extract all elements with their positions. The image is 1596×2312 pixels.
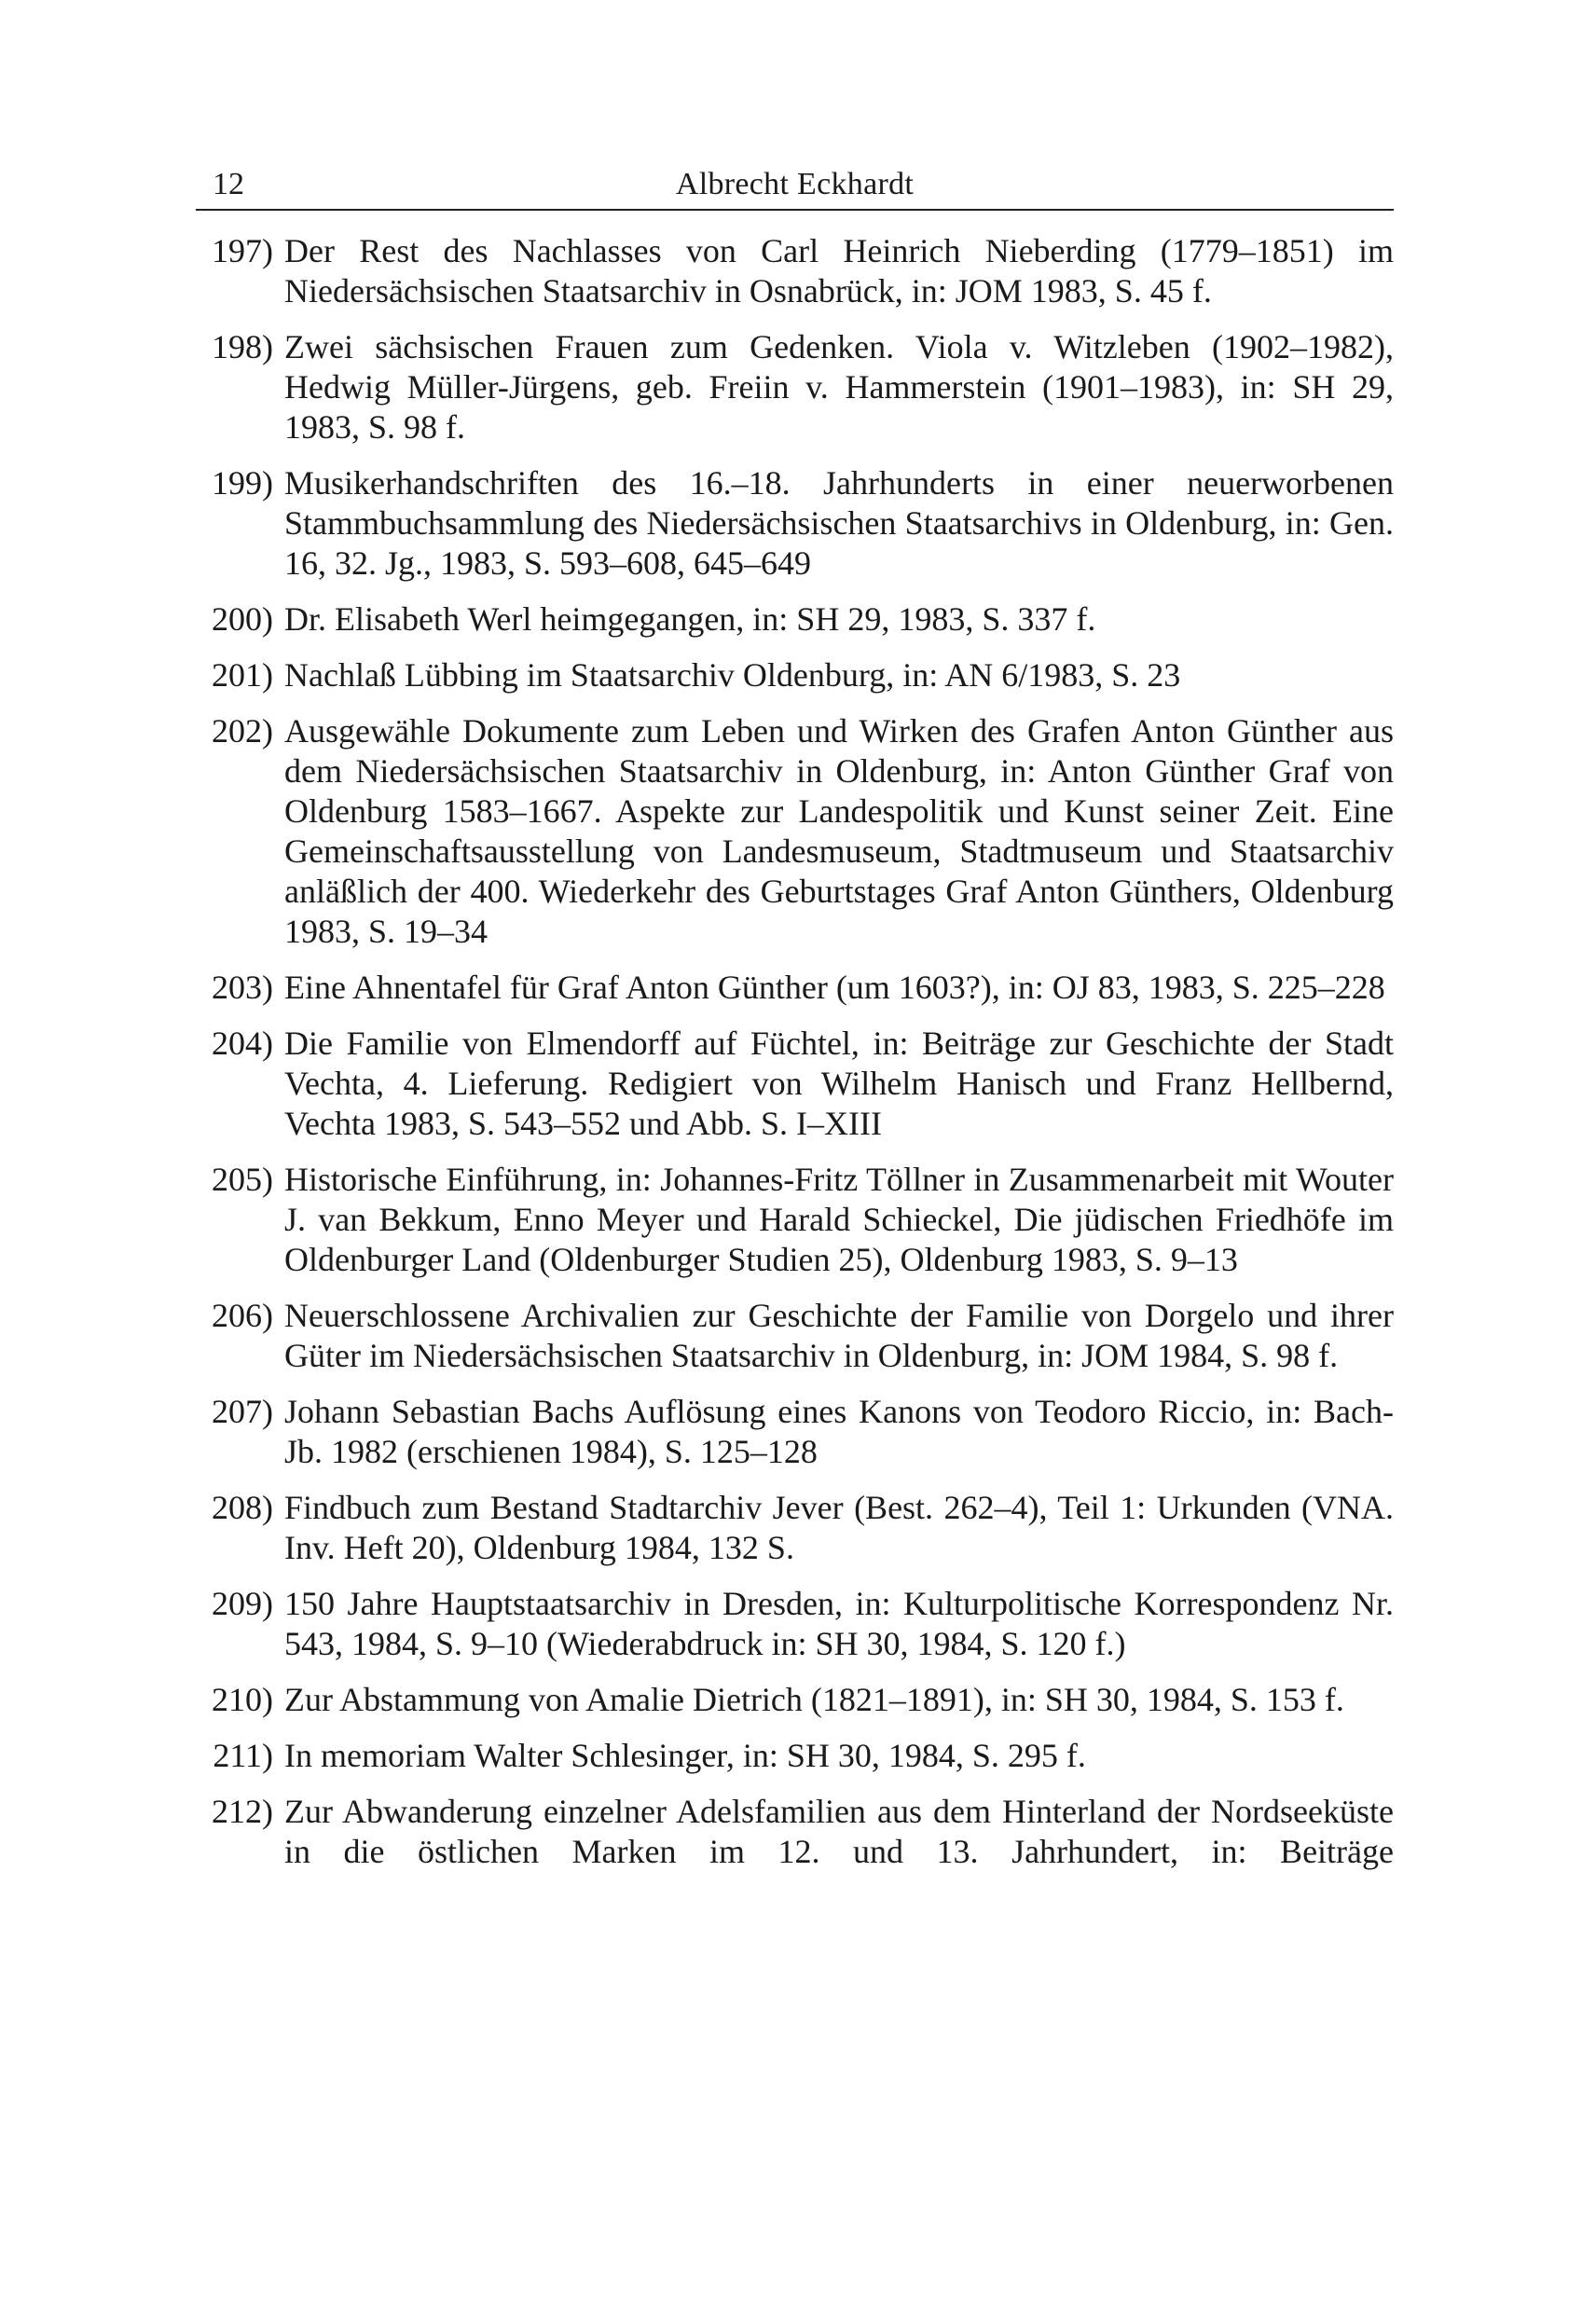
document-page [196,160,1394,1888]
list-item [196,463,1394,584]
entry-number: 208) [212,1489,273,1526]
entry-number: 212) [212,1793,273,1830]
list-item [196,968,1394,1008]
entry-text: Zwei sächsischen Frauen zum Gedenken. Viola v. Witzleben (1902–1982), Hedwig Müller-Jürgens, geb. Freiin v. Hammerstein (1901–1983), in: SH 29, 1983, S. 98 f. [284,328,1394,446]
entry-number: 200) [212,600,273,638]
entry-text: Ausgewähle Dokumente zum Leben und Wirken des Grafen Anton Günther aus dem Niedersächsischen Staatsarchiv in Oldenburg, in: Anton Günther Graf von Oldenburg 1583–1667. Aspekte zur Landespolitik und Kunst seiner Zeit. Eine Gemeinschaftsausstellung von Landesmuseum, Stadtmuseum und Staatsarchiv anläßlich der 400. Wiederkehr des Geburtstages Graf Anton Günthers, Oldenburg 1983, S. 19–34 [284,712,1394,950]
list-item [196,1736,1394,1776]
entry-number: 203) [212,969,273,1006]
list-item [196,1024,1394,1144]
entry-number: 207) [212,1393,273,1430]
entry-number: 210) [212,1681,273,1718]
bibliography-list [196,231,1394,1872]
entry-text: Historische Einführung, in: Johannes-Fritz Töllner in Zusammenarbeit mit Wouter J. van Bekkum, Enno Meyer und Harald Schieckel, Die jüdischen Friedhöfe im Oldenburger Land (Oldenburger Studien 25), Oldenburg 1983, S. 9–13 [284,1161,1394,1278]
list-item [196,1584,1394,1664]
page-header [196,160,1394,211]
entry-text: Die Familie von Elmendorff auf Füchtel, in: Beiträge zur Geschichte der Stadt Vechta, 4. Lieferung. Redigiert von Wilhelm Hanisch und Franz Hellbernd, Vechta 1983, S. 543–552 und Abb. S. I–XIII [284,1025,1394,1142]
list-item [196,1488,1394,1568]
entry-text: Dr. Elisabeth Werl heimgegangen, in: SH 29, 1983, S. 337 f. [284,600,1096,638]
entry-number: 205) [212,1161,273,1198]
entry-text: 150 Jahre Hauptstaatsarchiv in Dresden, in: Kulturpolitische Korrespondenz Nr. 543, 1984, S. 9–10 (Wiederabdruck in: SH 30, 1984, S. 120 f.) [284,1585,1394,1662]
entry-text: Musikerhandschriften des 16.–18. Jahrhunderts in einer neuerworbenen Stammbuchsammlung des Niedersächsischen Staatsarchivs in Oldenburg, in: Gen. 16, 32. Jg., 1983, S. 593–608, 645–649 [284,464,1394,582]
entry-number: 202) [212,712,273,750]
entry-number: 198) [212,328,273,365]
entry-number: 209) [212,1585,273,1622]
list-item [196,1392,1394,1472]
entry-number: 197) [212,232,273,269]
list-item [196,1296,1394,1376]
entry-text: Findbuch zum Bestand Stadtarchiv Jever (Best. 262–4), Teil 1: Urkunden (VNA. Inv. Heft 20), Oldenburg 1984, 132 S. [284,1489,1394,1566]
entry-text: Der Rest des Nachlasses von Carl Heinrich Nieberding (1779–1851) im Niedersächsischen Staatsarchiv in Osnabrück, in: JOM 1983, S. 45 f. [284,232,1394,310]
list-item [196,1160,1394,1280]
page-number: 12 [213,167,244,201]
entry-number: 206) [212,1297,273,1334]
running-head: Albrecht Eckhardt [675,167,915,201]
list-item [196,655,1394,695]
entry-text: Neuerschlossene Archivalien zur Geschichte der Familie von Dorgelo und ihrer Güter im Niedersächsischen Staatsarchiv in Oldenburg, in: JOM 1984, S. 98 f. [284,1297,1394,1374]
entry-text: In memoriam Walter Schlesinger, in: SH 30, 1984, S. 295 f. [284,1737,1086,1774]
entry-number: 204) [212,1025,273,1062]
list-item [196,599,1394,640]
list-item [196,231,1394,311]
entry-text: Johann Sebastian Bachs Auflösung eines Kanons von Teodoro Riccio, in: Bach-Jb. 1982 (erschienen 1984), S. 125–128 [284,1393,1394,1470]
entry-text: Eine Ahnentafel für Graf Anton Günther (um 1603?), in: OJ 83, 1983, S. 225–228 [284,969,1385,1006]
entry-text: Zur Abwanderung einzelner Adelsfamilien aus dem Hinterland der Nordseeküste in die östlichen Marken im 12. und 13. Jahrhundert, in: Beiträge [284,1793,1394,1870]
entry-number: 201) [212,656,273,694]
list-item [196,1680,1394,1720]
list-item [196,1792,1394,1872]
entry-number: 199) [212,464,273,502]
entry-number: 211) [213,1737,273,1774]
entry-text: Nachlaß Lübbing im Staatsarchiv Oldenburg, in: AN 6/1983, S. 23 [284,656,1181,694]
list-item [196,327,1394,447]
list-item [196,711,1394,952]
entry-text: Zur Abstammung von Amalie Dietrich (1821–1891), in: SH 30, 1984, S. 153 f. [284,1681,1344,1718]
